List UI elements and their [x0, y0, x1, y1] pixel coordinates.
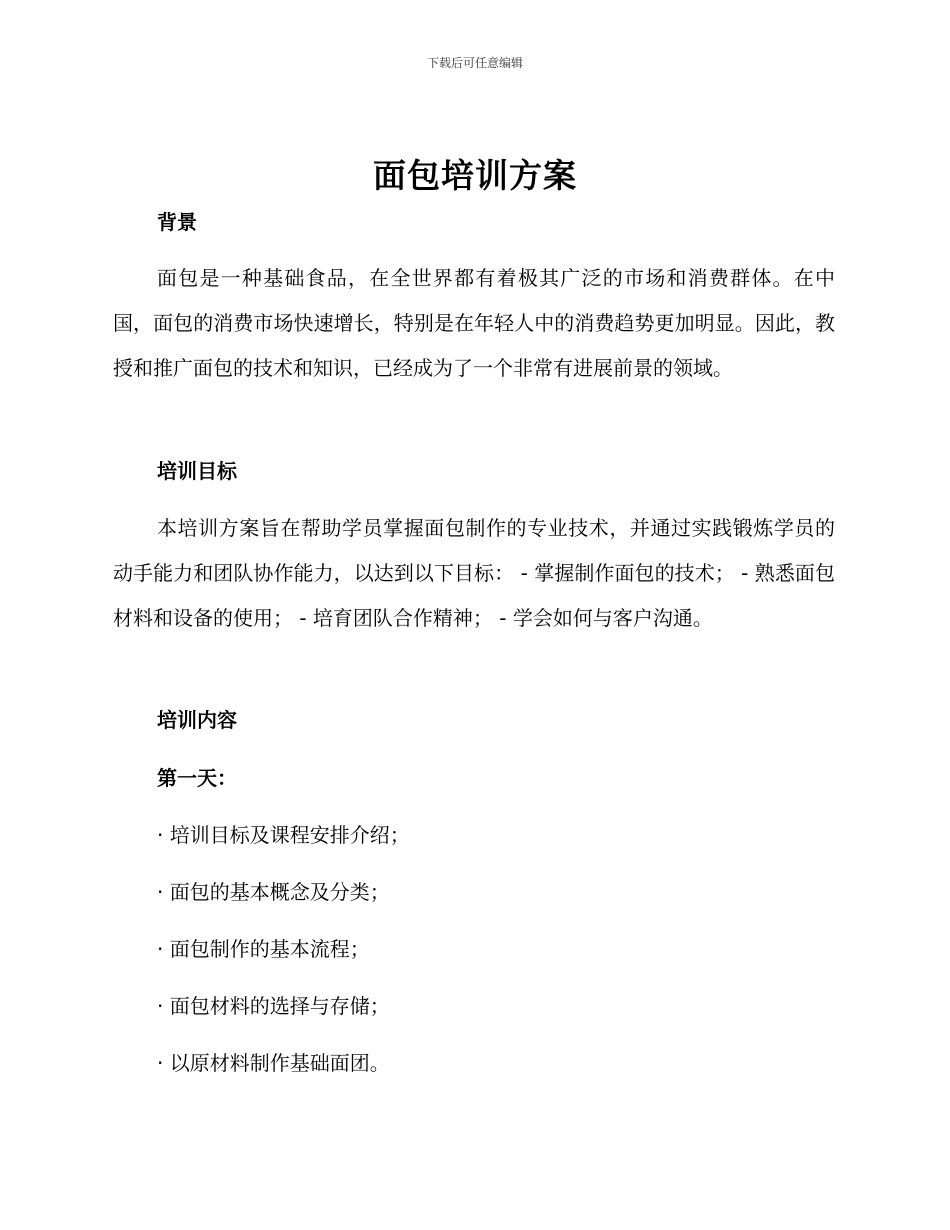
- day1-list-item: · 面包制作的基本流程；: [157, 937, 370, 961]
- day1-list-item: · 以原材料制作基础面团。: [157, 1051, 390, 1075]
- day1-list-item: · 面包的基本概念及分类；: [157, 880, 390, 904]
- document-title: 面包培训方案: [373, 156, 577, 195]
- background-paragraph: 面包是一种基础食品，在全世界都有着极其广泛的市场和消费群体。在中国，面包的消费市场快速增长，特别是在年轻人中的消费趋势更加明显。因此，教授和推广面包的技术和知识，已经成为了一个非常有进展前景的领域。: [113, 266, 835, 380]
- day1-list-item: · 培训目标及课程安排介绍；: [157, 823, 410, 847]
- page-header-note: 下载后可任意编辑: [426, 56, 523, 70]
- section-heading-background: 背景: [157, 210, 197, 234]
- goals-paragraph: 本培训方案旨在帮助学员掌握面包制作的专业技术，并通过实践锻炼学员的动手能力和团队协作能力，以达到以下目标： - 掌握制作面包的技术； - 熟悉面包材料和设备的使用； - 培育团队合作精神； - 学会如何与客户沟通。: [113, 516, 835, 630]
- section-heading-goals: 培训目标: [157, 459, 237, 483]
- section-heading-content: 培训内容: [157, 708, 237, 732]
- day1-list-item: · 面包材料的选择与存储；: [157, 994, 390, 1018]
- day1-heading: 第一天：: [157, 766, 237, 790]
